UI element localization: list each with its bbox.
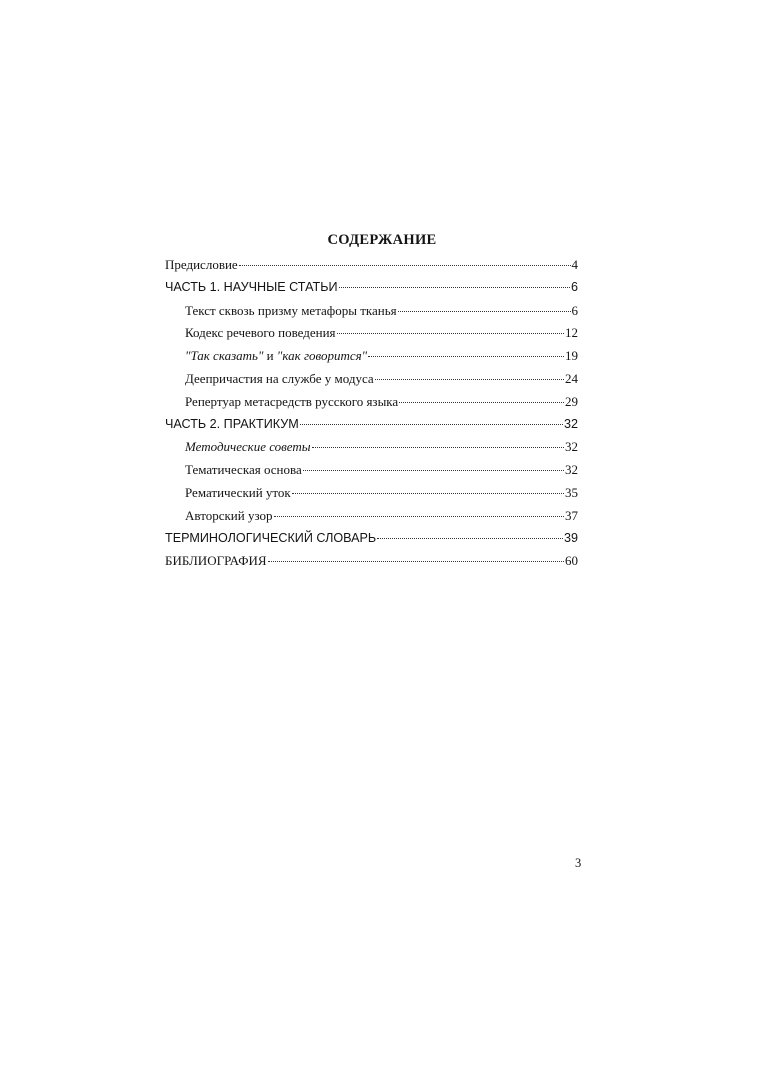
toc-entry-label-part: Тематическая основа	[185, 462, 302, 478]
toc-entry	[165, 371, 578, 394]
toc-entry-page: 29	[565, 393, 578, 409]
toc-entry	[165, 439, 578, 462]
toc-entry-label	[165, 417, 299, 431]
toc-entry-label	[185, 485, 291, 501]
toc-entry-label-part: "как говорится"	[276, 348, 368, 364]
toc-entry-page: 12	[565, 325, 578, 341]
toc-entry-label	[165, 531, 376, 545]
toc-entry	[165, 348, 578, 371]
toc-entry-page: 4	[571, 257, 578, 272]
toc-entry-page: 35	[565, 484, 578, 500]
toc-dot-leader	[399, 402, 564, 403]
toc-dot-leader	[303, 470, 564, 471]
toc-entry-page: 37	[565, 507, 578, 523]
toc-entry-page: 39	[563, 530, 578, 545]
toc-dot-leader	[339, 287, 570, 288]
table-of-contents	[165, 257, 578, 576]
toc-dot-leader	[268, 561, 564, 562]
toc-entry	[165, 508, 578, 531]
toc-entry-label-part: Кодекс речевого поведения	[185, 325, 336, 341]
toc-entry-label	[185, 325, 336, 341]
toc-entry	[165, 394, 578, 417]
toc-entry-page: 60	[565, 553, 578, 569]
toc-entry-label	[165, 553, 267, 569]
toc-entry-page: 6	[571, 302, 578, 318]
toc-entry-page: 24	[565, 370, 578, 386]
toc-entry	[165, 485, 578, 508]
toc-entry-label-part: "Так сказать"	[185, 348, 264, 364]
toc-entry-label	[185, 371, 374, 387]
toc-entry	[165, 462, 578, 485]
toc-entry-label-part: Методические советы	[185, 439, 311, 455]
toc-entry-label-part: Текст сквозь призму метафоры тканья	[185, 302, 397, 318]
page-number: 3	[575, 856, 582, 870]
toc-entry-label	[185, 348, 367, 364]
toc-entry-label-part: ЧАСТЬ 2. ПРАКТИКУМ	[165, 416, 299, 431]
toc-entry	[165, 257, 578, 280]
toc-entry-label	[185, 439, 311, 455]
toc-entry	[165, 280, 578, 303]
toc-entry-label-part: Авторский узор	[185, 507, 273, 523]
toc-entry-page: 32	[565, 462, 578, 478]
toc-entry	[165, 553, 578, 576]
toc-entry-label-part: и	[263, 348, 277, 364]
toc-dot-leader	[292, 493, 564, 494]
toc-dot-leader	[398, 311, 571, 312]
toc-entry-page: 32	[563, 416, 578, 431]
toc-entry	[165, 303, 578, 326]
toc-entry-label-part: Предисловие	[165, 257, 238, 272]
toc-entry-label-part: Репертуар метасредств русского языка	[185, 393, 399, 409]
toc-entry-label-part: Деепричастия на службе у модуса	[185, 370, 374, 386]
toc-entry-label	[185, 303, 397, 319]
toc-title: СОДЕРЖАНИЕ	[327, 232, 437, 248]
toc-entry-label-part: Рематический уток	[185, 484, 291, 500]
toc-dot-leader	[312, 447, 564, 448]
toc-dot-leader	[375, 379, 564, 380]
toc-entry-page: 6	[570, 279, 578, 294]
toc-dot-leader	[274, 516, 564, 517]
toc-entry-label	[185, 508, 273, 524]
toc-dot-leader	[239, 265, 571, 266]
toc-entry-page: 32	[565, 439, 578, 455]
toc-dot-leader	[377, 538, 563, 539]
toc-entry	[165, 325, 578, 348]
toc-entry	[165, 417, 578, 440]
toc-entry-label	[185, 394, 398, 410]
toc-entry-label	[185, 462, 302, 478]
toc-entry-label-part: ТЕРМИНОЛОГИЧЕСКИЙ СЛОВАРЬ	[165, 530, 377, 545]
toc-entry-label	[165, 257, 238, 273]
toc-entry-label	[165, 280, 338, 294]
toc-entry-label-part: БИБЛИОГРАФИЯ	[165, 553, 267, 569]
toc-dot-leader	[368, 356, 564, 357]
toc-entry-page: 19	[565, 348, 578, 364]
toc-entry-label-part: ЧАСТЬ 1. НАУЧНЫЕ СТАТЬИ	[165, 279, 338, 294]
toc-entry	[165, 531, 578, 554]
toc-dot-leader	[337, 333, 564, 334]
toc-dot-leader	[300, 424, 563, 425]
